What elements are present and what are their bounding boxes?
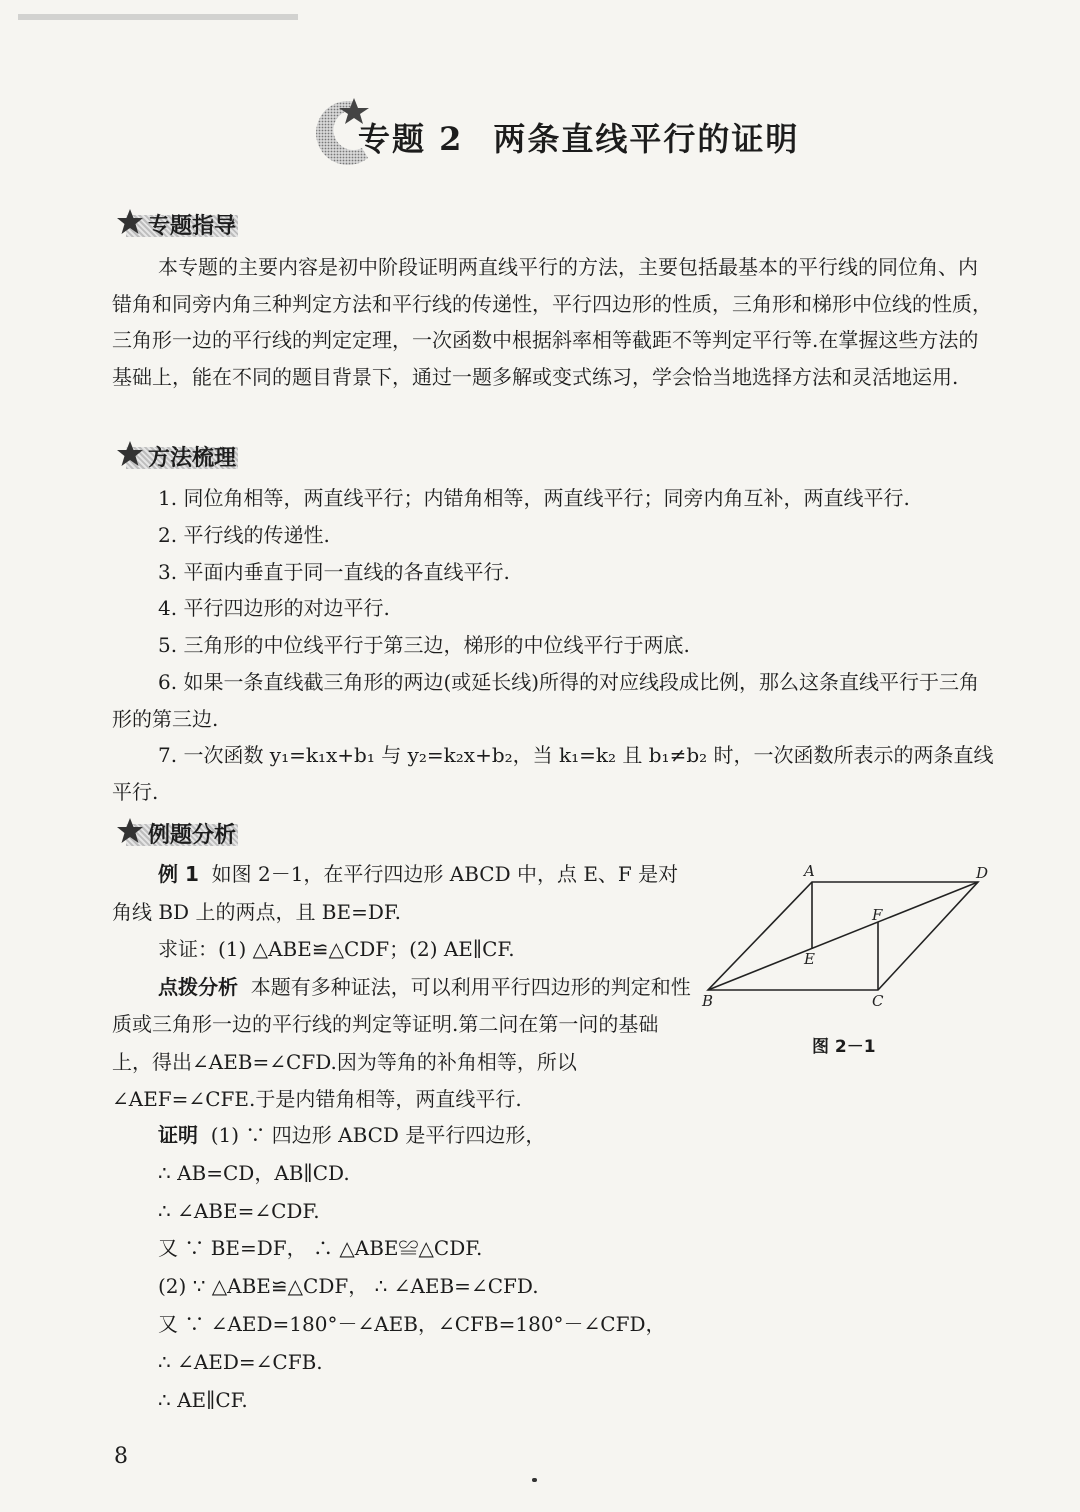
page-number: 8: [114, 1444, 128, 1469]
proof-block: [158, 1117, 666, 1419]
label-c: C: [872, 992, 884, 1010]
star-icon: [116, 817, 144, 845]
label-f: F: [872, 906, 883, 924]
header-scan-strip: [18, 14, 298, 20]
label-b: B: [702, 992, 714, 1010]
method-item: 5. 三角形的中位线平行于第三边，梯形的中位线平行于两底.: [158, 633, 690, 657]
guide-paragraph: [112, 249, 996, 395]
method-item: 3. 平面内垂直于同一直线的各直线平行.: [158, 560, 510, 584]
section-title-guide: 专题指导: [148, 214, 237, 239]
proof-line: 又 ∵ BE=DF， ∴ △ABE≌△CDF.: [158, 1236, 483, 1261]
diagonal-bd: [708, 882, 978, 990]
example-label: 例 1: [158, 862, 199, 886]
hint-label: 点拨分析: [158, 974, 238, 999]
title-main: 两条直线平行的证明: [493, 120, 800, 158]
proof-line: (2) ∵ △ABE≌△CDF， ∴ ∠AEB=∠CFD.: [158, 1274, 539, 1299]
label-d: D: [976, 864, 989, 882]
scan-speck: [532, 1478, 537, 1482]
chapter-title: [312, 92, 832, 172]
example-statement: [112, 856, 692, 931]
star-icon: [116, 208, 144, 236]
section-title-examples: 例题分析: [148, 823, 237, 848]
figure-caption: 图 2－1: [812, 1037, 876, 1057]
method-item: 2. 平行线的传递性.: [158, 523, 330, 547]
example-hint: [112, 969, 692, 1119]
label-e: E: [804, 950, 815, 968]
method-item: 4. 平行四边形的对边平行.: [158, 596, 390, 620]
example-block: [112, 856, 692, 1119]
method-item: 7. 一次函数 y₁=k₁x+b₁ 与 y₂=k₂x+b₂，当 k₁=k₂ 且 b₁≠b₂ 时，一次函数所表示的两条直线平行.: [112, 743, 994, 804]
proof-line: ∴ AB=CD，AB∥CD.: [158, 1160, 350, 1185]
method-item: 6. 如果一条直线截三角形的两边(或延长线)所得的对应线段成比例，那么这条直线平行于三角形的第三边.: [112, 670, 980, 731]
label-a: A: [804, 862, 815, 880]
proof-line: 又 ∵ ∠AED=180°－∠AEB，∠CFB=180°－∠CFD，: [158, 1311, 666, 1336]
proof-line: ∴ ∠ABE=∠CDF.: [158, 1198, 320, 1223]
proof-line: ∴ ∠AED=∠CFB.: [158, 1349, 323, 1374]
example-statement-text: 如图 2－1，在平行四边形 ABCD 中，点 E、F 是对角线 BD 上的两点，且 BE=DF.: [112, 862, 679, 924]
proof-line: 证明 (1) ∵ 四边形 ABCD 是平行四边形，: [158, 1123, 546, 1147]
proof-line: ∴ AE∥CF.: [158, 1387, 248, 1412]
proof-label: 证明: [158, 1123, 198, 1147]
title-prefix: 专题 2: [358, 120, 464, 158]
figure-parallelogram: [700, 858, 1000, 1018]
hint-text: 本题有多种证法，可以利用平行四边形的判定和性质或三角形一边的平行线的判定等证明.第二问在第一问的基础上，得出∠AEB=∠CFD.因为等角的补角相等，所以∠AEF=∠CFE.于是内错角相等，两直线平行.: [112, 974, 691, 1111]
guide-text: 本专题的主要内容是初中阶段证明两直线平行的方法，主要包括最基本的平行线的同位角、内错角和同旁内角三种判定方法和平行线的传递性，平行四边形的性质，三角形和梯形中位线的性质，三角形一边的平行线的判定定理，一次函数中根据斜率相等截距不等判定平行等.在掌握这些方法的基础上，能在不同的题目背景下，通过一题多解或变式练习，学会恰当地选择方法和灵活地运用.: [112, 255, 992, 389]
star-icon: [116, 440, 144, 468]
example-prove: 求证：(1) △ABE≌△CDF；(2) AE∥CF.: [158, 937, 515, 961]
method-item: 1. 同位角相等，两直线平行；内错角相等，两直线平行；同旁内角互补，两直线平行.: [158, 486, 910, 510]
section-title-methods: 方法梳理: [148, 446, 237, 471]
